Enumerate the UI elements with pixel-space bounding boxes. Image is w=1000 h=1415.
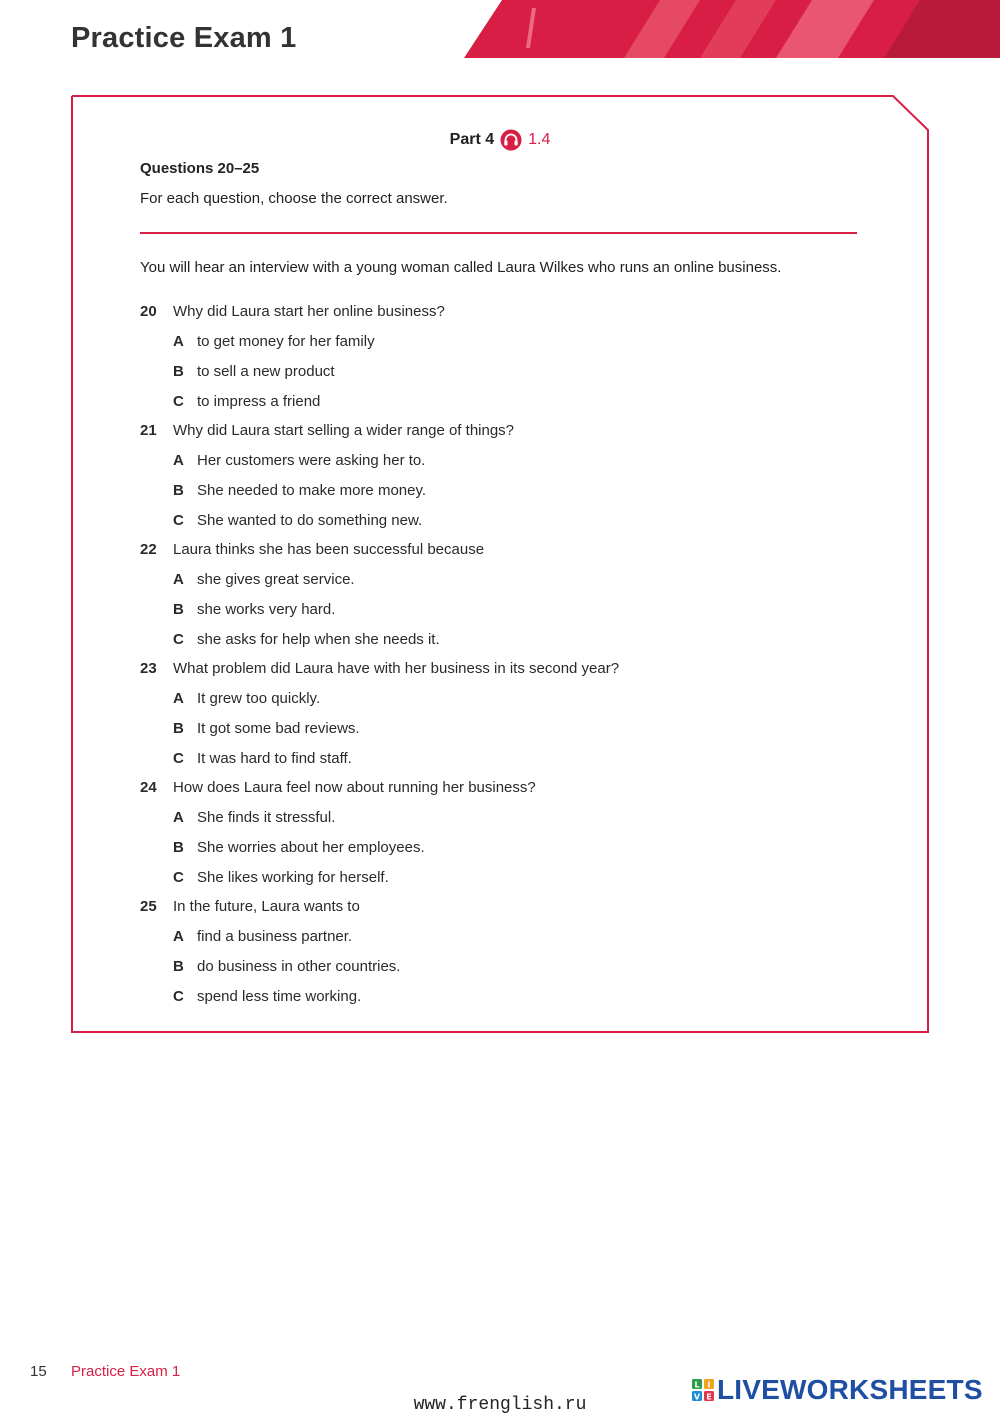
question-text: How does Laura feel now about running her business? bbox=[173, 779, 536, 797]
question-item bbox=[140, 773, 860, 803]
option-text: she works very hard. bbox=[197, 600, 336, 618]
option-letter: B bbox=[173, 362, 184, 380]
question-list bbox=[140, 297, 860, 1011]
answer-option[interactable] bbox=[140, 565, 860, 595]
question-number: 24 bbox=[140, 779, 157, 797]
question-text: In the future, Laura wants to bbox=[173, 898, 360, 916]
part-heading bbox=[0, 129, 1000, 151]
answer-option[interactable] bbox=[140, 327, 860, 357]
answer-option[interactable] bbox=[140, 684, 860, 714]
question-item bbox=[140, 297, 860, 327]
intro-text: You will hear an interview with a young woman called Laura Wilkes who runs an online business. bbox=[140, 259, 782, 276]
option-text: She finds it stressful. bbox=[197, 809, 336, 827]
answer-option[interactable] bbox=[140, 595, 860, 625]
option-letter: A bbox=[173, 333, 184, 351]
option-text: do business in other countries. bbox=[197, 957, 401, 975]
option-text: It got some bad reviews. bbox=[197, 719, 360, 737]
option-text: She worries about her employees. bbox=[197, 838, 425, 856]
logo-tile-letter: L bbox=[694, 1380, 700, 1390]
divider bbox=[140, 232, 857, 234]
question-number: 22 bbox=[140, 541, 157, 559]
option-letter: C bbox=[173, 392, 184, 410]
option-letter: C bbox=[173, 749, 184, 767]
instruction-text: For each question, choose the correct answer. bbox=[140, 190, 448, 207]
question-text: What problem did Laura have with her business in its second year? bbox=[173, 660, 620, 678]
option-letter: A bbox=[173, 452, 184, 470]
option-text: to impress a friend bbox=[197, 392, 321, 410]
answer-option[interactable] bbox=[140, 505, 860, 535]
answer-option[interactable] bbox=[140, 803, 860, 833]
answer-option[interactable] bbox=[140, 624, 860, 654]
option-letter: C bbox=[173, 511, 184, 529]
answer-option[interactable] bbox=[140, 476, 860, 506]
option-text: Her customers were asking her to. bbox=[197, 452, 426, 470]
part-label: Part 4 bbox=[449, 131, 495, 148]
option-letter: B bbox=[173, 481, 184, 499]
page-title: Practice Exam 1 bbox=[71, 22, 297, 54]
option-letter: B bbox=[173, 957, 184, 975]
question-number: 23 bbox=[140, 660, 157, 678]
answer-option[interactable] bbox=[140, 981, 860, 1011]
question-item bbox=[140, 535, 860, 565]
option-text: to sell a new product bbox=[197, 362, 335, 380]
answer-option[interactable] bbox=[140, 446, 860, 476]
option-text: She likes working for herself. bbox=[197, 868, 389, 886]
option-text: She wanted to do something new. bbox=[197, 511, 423, 529]
option-letter: C bbox=[173, 868, 184, 886]
option-text: She needed to make more money. bbox=[197, 481, 427, 499]
option-letter: C bbox=[173, 630, 184, 648]
headphones-icon[interactable] bbox=[500, 129, 522, 151]
header-banner bbox=[464, 0, 1000, 58]
answer-option[interactable] bbox=[140, 952, 860, 982]
answer-option[interactable] bbox=[140, 743, 860, 773]
question-item bbox=[140, 654, 860, 684]
option-text: she gives great service. bbox=[197, 571, 355, 589]
option-text: to get money for her family bbox=[197, 333, 375, 351]
question-text: Why did Laura start her online business? bbox=[173, 303, 445, 321]
question-number: 25 bbox=[140, 898, 157, 916]
option-text: It grew too quickly. bbox=[197, 690, 321, 708]
question-text: Laura thinks she has been successful because bbox=[173, 541, 485, 559]
option-letter: B bbox=[173, 719, 184, 737]
option-letter: B bbox=[173, 600, 184, 618]
question-item bbox=[140, 892, 860, 922]
option-letter: A bbox=[173, 809, 184, 827]
page-number: 15 bbox=[30, 1363, 47, 1380]
logo-tile-letter: E bbox=[706, 1392, 712, 1401]
option-text: It was hard to find staff. bbox=[197, 749, 352, 767]
answer-option[interactable] bbox=[140, 922, 860, 952]
footer-label: Practice Exam 1 bbox=[71, 1363, 181, 1380]
answer-option[interactable] bbox=[140, 862, 860, 892]
question-text: Why did Laura start selling a wider range of things? bbox=[173, 422, 515, 440]
logo-text: LIVEWORKSHEETS bbox=[717, 1374, 983, 1405]
question-item bbox=[140, 416, 860, 446]
logo-tile-letter: I bbox=[707, 1380, 711, 1390]
option-letter: B bbox=[173, 838, 184, 856]
logo-tile-letter: V bbox=[693, 1392, 701, 1401]
option-letter: C bbox=[173, 987, 184, 1005]
option-letter: A bbox=[173, 690, 184, 708]
answer-option[interactable] bbox=[140, 357, 860, 387]
option-letter: A bbox=[173, 928, 184, 946]
question-number: 20 bbox=[140, 303, 157, 321]
option-text: find a business partner. bbox=[197, 928, 353, 946]
answer-option[interactable] bbox=[140, 386, 860, 416]
audio-track-number: 1.4 bbox=[528, 131, 551, 148]
answer-option[interactable] bbox=[140, 714, 860, 744]
option-text: she asks for help when she needs it. bbox=[197, 630, 440, 648]
option-letter: A bbox=[173, 571, 184, 589]
questions-range: Questions 20–25 bbox=[140, 160, 260, 177]
watermark-url: www.frenglish.ru bbox=[413, 1395, 587, 1415]
question-number: 21 bbox=[140, 422, 157, 440]
option-text: spend less time working. bbox=[197, 987, 362, 1005]
answer-option[interactable] bbox=[140, 833, 860, 863]
